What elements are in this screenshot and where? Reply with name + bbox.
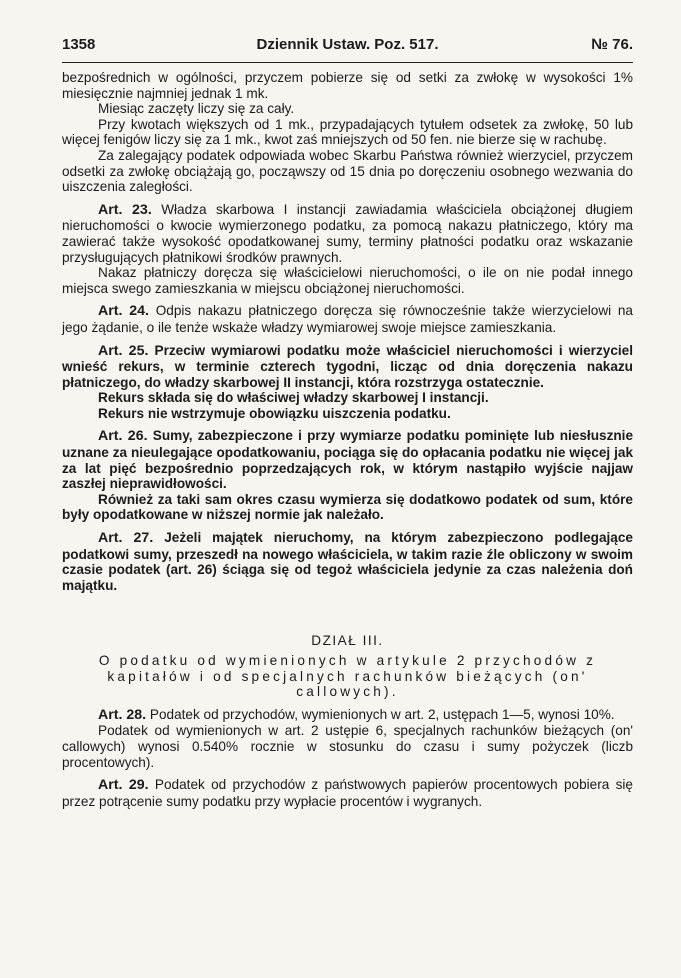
article-23 (62, 202, 633, 265)
article-text: Odpis nakazu płatniczego doręcza się równocześnie także wierzycielowi na jego żądanie, o ile tenże wskaże władzy wymiarowej swoje miejsce zamieszkania. (62, 303, 633, 335)
paragraph: Rekurs składa się do właściwej władzy skarbowej I instancji. (98, 390, 489, 406)
article-text: Władza skarbowa I instancji zawiadamia właściciela obciążonej długiem nieruchomości o kwocie wymierzonego podatku, za pomocą nakazu płatniczego, który ma zawierać także wysokość opodatkowanej sumy, terminy płatności podatku oraz wskazanie przysługujących płatnikowi środków prawnych. (62, 201, 633, 265)
article-24 (62, 303, 633, 335)
issue-number: № 76. (591, 36, 633, 53)
page-header (62, 36, 633, 58)
article-label: Art. 23. (98, 201, 152, 218)
article-label: Art. 24. (98, 303, 149, 320)
article-25 (62, 343, 633, 391)
paragraph: bezpośrednich w ogólności, przyczem pobierze się od setki za zwłokę w wysokości 1% miesięcznie najmniej jednak 1 mk. (62, 70, 633, 101)
article-label: Art. 26. (98, 428, 148, 445)
paragraph: Również za taki sam okres czasu wymierza się dodatkowo podatek od sum, które były opodatkowane w niższej normie jak należało. (62, 491, 633, 523)
article-27 (62, 530, 633, 593)
article-label: Art. 25. (98, 342, 149, 359)
article-29 (62, 777, 633, 809)
paragraph: Przy kwotach większych od 1 mk., przypadających tytułem odsetek za zwłokę, 50 lub więcej fenigów liczy się za 1 mk., kwot zaś mniejszych od 50 fen. nie bierze się w rachubę. (62, 116, 633, 148)
article-label: Art. 27. (98, 530, 154, 547)
article-label: Art. 29. (98, 777, 149, 794)
page-number: 1358 (62, 36, 96, 53)
paragraph: Podatek od wymienionych w art. 2 ustępie 6, specjalnych rachunków bieżących (on' callowych) wynosi 0.540% rocznie w stosunku do czasu i sumy pożyczek (liczb procentowych). (62, 723, 633, 770)
article-label: Art. 28. (98, 706, 147, 723)
article-text: Podatek od przychodów, wymienionych w art. 2, ustępach 1—5, wynosi 10%. (149, 706, 615, 722)
paragraph: Rekurs nie wstrzymuje obowiązku uiszczenia podatku. (98, 405, 451, 421)
paragraph: Miesiąc zaczęty liczy się za cały. (98, 101, 295, 117)
section-subtitle: O podatku od wymienionych w artykule 2 przychodów z kapitałów i od specjalnych rachunków bieżących (on' callowych). (98, 653, 597, 700)
article-26 (62, 428, 633, 491)
paragraph: Nakaz płatniczy doręcza się właścicielowi nieruchomości, o ile on nie podał innego miejsca swego zamieszkania w miejscu obciążonej nieruchomości. (62, 265, 633, 296)
article-text: Przeciw wymiarowi podatku może właściciel nieruchomości i wierzyciel wnieść rekurs, w terminie czterech tygodni, licząc od dnia doręczenia nakazu płatniczego, do władzy skarbowej II instancji, która rozstrzyga ostatecznie. (62, 342, 633, 390)
paragraph: Za zalegający podatek odpowiada wobec Skarbu Państwa również wierzyciel, przyczem odsetki za zwłokę obciążają go, począwszy od 15 dnia po doręczeniu osobnego wezwania do uiszczenia zaległości. (62, 147, 633, 195)
document-body (62, 70, 633, 809)
article-28 (62, 707, 633, 724)
section-title: DZIAŁ III. (311, 633, 384, 649)
article-text: Podatek od przychodów z państwowych papierów procentowych pobiera się przez potrącenie sumy podatku przy wypłacie procentów i wygranych. (62, 777, 633, 809)
article-text: Sumy, zabezpieczone i przy wymiarze podatku pominięte lub niesłusznie uznane za nieulegające opodatkowaniu, pociąga się do opłacania podatku nie więcej jak za lat pięć bezpośrednio poprzedzających rok, w którym nastąpiło wyjście najjaw zaszłej nieprawidłowości. (62, 428, 634, 492)
journal-title: Dziennik Ustaw. Poz. 517. (256, 36, 439, 53)
article-text: Jeżeli majątek nieruchomy, na którym zabezpieczono podlegające podatkowi sumy, przeszedł na nowego właściciela, w takim razie źle obliczony w swoim czasie podatek (art. 26) ściąga się od tegoż właściciela jedynie za czas należenia doń majątku. (62, 530, 633, 593)
header-divider (62, 62, 633, 63)
